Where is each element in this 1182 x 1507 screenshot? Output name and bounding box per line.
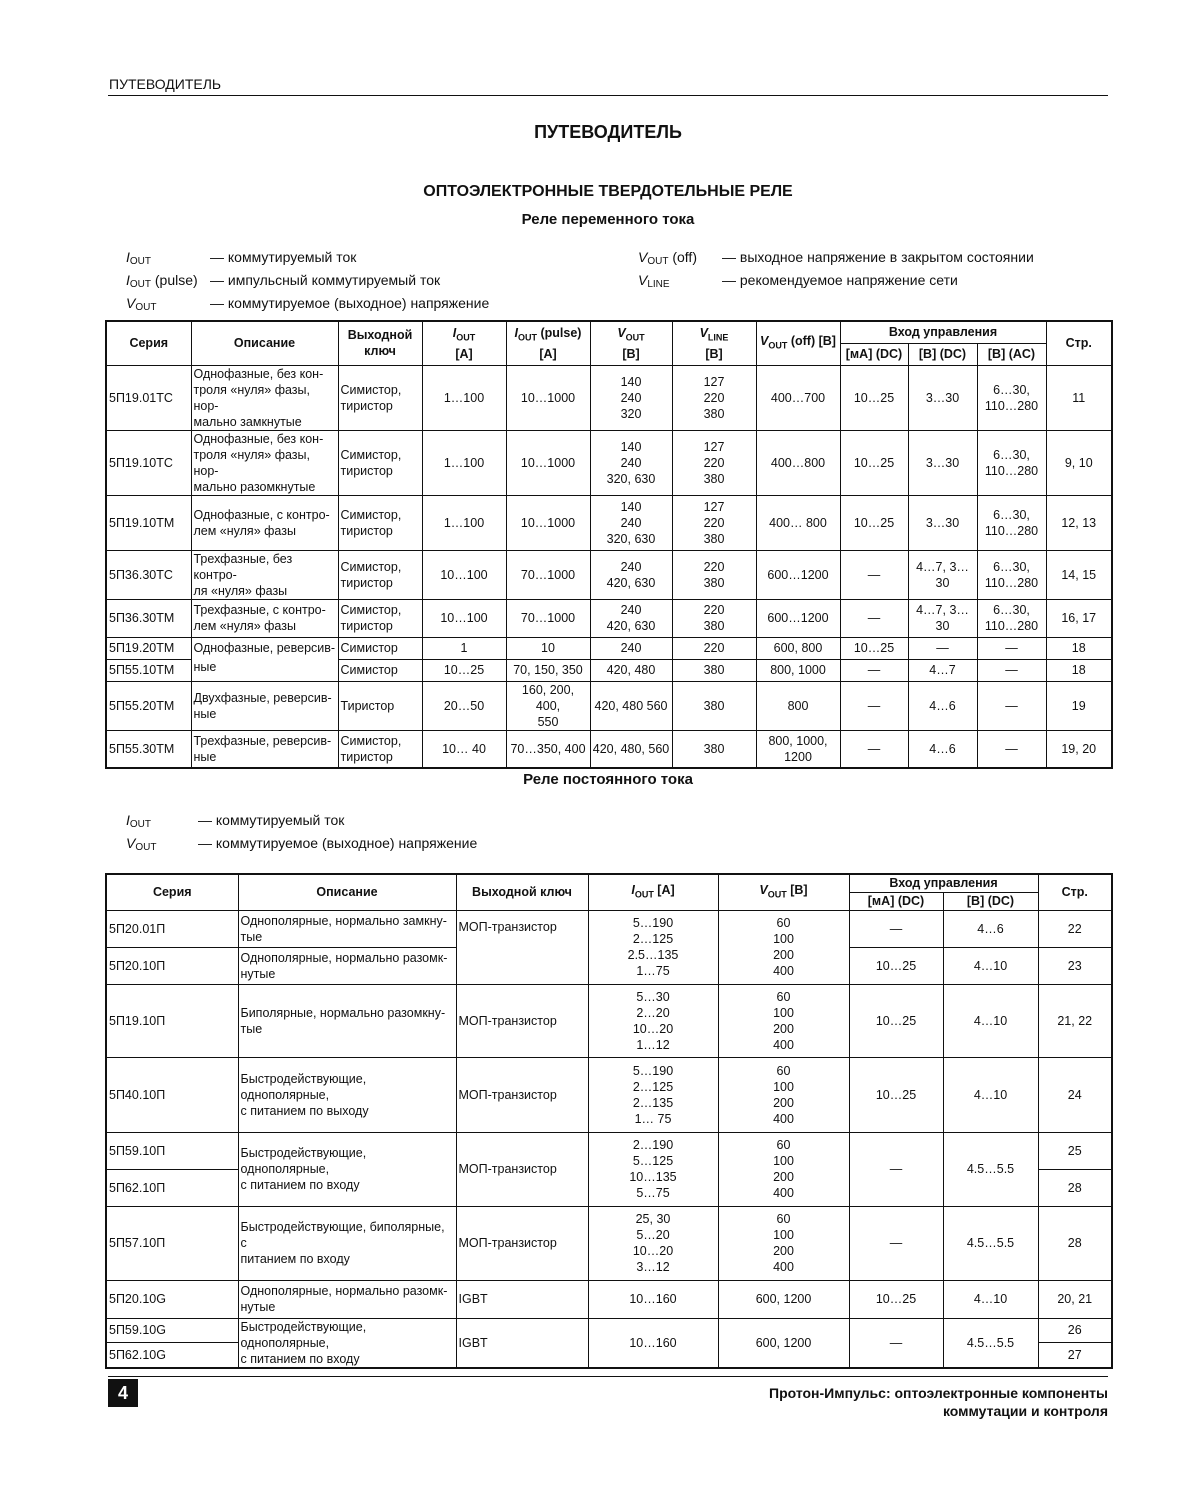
col-description: Описание [191, 321, 338, 365]
cell-description: Однополярные, нормально разомк- нутые [238, 947, 456, 984]
dc-relay-table [105, 873, 1113, 1369]
cell-vdc: 4…7, 3…30 [908, 599, 977, 637]
cell-ma: — [840, 681, 908, 730]
cell-ma: — [840, 550, 908, 599]
cell-page: 18 [1046, 659, 1112, 681]
ac-legend-left [126, 248, 489, 317]
cell-series: 5П19.01ТС [106, 365, 191, 430]
cell-ma: 10…25 [849, 1280, 943, 1318]
cell-series: 5П20.01П [106, 910, 238, 947]
cell-vline: 220 380 [672, 599, 756, 637]
cell-page: 19 [1046, 681, 1112, 730]
cell-description: Двухфазные, реверсив- ные [191, 681, 338, 730]
cell-vout: 420, 480, 560 [590, 730, 672, 768]
footer-rule [108, 1376, 1108, 1377]
cell-page: 28 [1038, 1169, 1112, 1206]
table-row [106, 1206, 1112, 1280]
cell-ma: — [849, 1318, 943, 1368]
cell-iout: 10…100 [422, 550, 506, 599]
cell-iout: 1…100 [422, 365, 506, 430]
cell-page: 11 [1046, 365, 1112, 430]
cell-key: Симистор, тиристор [338, 495, 422, 550]
running-header: ПУТЕВОДИТЕЛЬ [109, 76, 222, 92]
cell-vout: 420, 480 [590, 659, 672, 681]
cell-voff: 400… 800 [756, 495, 840, 550]
cell-vdc: 3…30 [908, 495, 977, 550]
cell-key: Симистор, тиристор [338, 430, 422, 495]
cell-iout: 1 [422, 637, 506, 659]
cell-page: 14, 15 [1046, 550, 1112, 599]
cell-vline: 220 380 [672, 550, 756, 599]
cell-page: 23 [1038, 947, 1112, 984]
cell-ma: — [849, 1132, 943, 1206]
cell-vdc: 4…10 [943, 1057, 1038, 1132]
legend-item: $I_{OUT}$ (pulse) — импульсный коммутируемый ток [126, 272, 441, 290]
cell-vout: 140 240 320, 630 [590, 430, 672, 495]
cell-vdc: — [908, 637, 977, 659]
cell-vout: 60 100 200 400 [718, 1132, 849, 1206]
table-row [106, 984, 1112, 1057]
table-row [106, 365, 1112, 430]
cell-page: 28 [1038, 1206, 1112, 1280]
cell-vout: 60 100 200 400 [718, 1206, 849, 1280]
legend-item: $V_{OUT}$ (off) — выходное напряжение в закрытом состоянии [638, 249, 1034, 267]
cell-ipulse: 70…1000 [506, 550, 590, 599]
cell-ipulse: 70…1000 [506, 599, 590, 637]
table-row [106, 1132, 1112, 1169]
cell-vdc: 4.5…5.5 [943, 1318, 1038, 1368]
cell-ipulse: 10…1000 [506, 365, 590, 430]
cell-description: Однофазные, без кон- троля «нуля» фазы, нор- мально разомкнутые [191, 430, 338, 495]
cell-key: Симистор, тиристор [338, 550, 422, 599]
cell-vac: 6…30, 110…280 [977, 599, 1046, 637]
cell-key: МОП-транзистор [456, 1132, 588, 1206]
col-output-key: Выходной ключ [456, 874, 588, 910]
cell-iout: 20…50 [422, 681, 506, 730]
cell-series: 5П55.20ТМ [106, 681, 191, 730]
cell-vdc: 4.5…5.5 [943, 1132, 1038, 1206]
cell-ma: 10…25 [840, 365, 908, 430]
col-ctrl-ma: [мА] (DC) [849, 892, 943, 910]
table-row [106, 659, 1112, 681]
legend-item: $V_{OUT}$ — коммутируемое (выходное) напряжение [126, 295, 490, 313]
cell-key: Симистор [338, 637, 422, 659]
ac-legend-right [638, 248, 1034, 294]
cell-page: 27 [1038, 1343, 1112, 1368]
col-ctrl-vac: [В] (AC) [977, 343, 1046, 365]
cell-series: 5П19.10ТМ [106, 495, 191, 550]
cell-series: 5П20.10П [106, 947, 238, 984]
cell-voff: 600…1200 [756, 550, 840, 599]
cell-iout: 10…100 [422, 599, 506, 637]
cell-series: 5П20.10G [106, 1280, 238, 1318]
cell-page: 18 [1046, 637, 1112, 659]
cell-key [456, 947, 588, 984]
cell-vout: 140 240 320 [590, 365, 672, 430]
cell-voff: 800 [756, 681, 840, 730]
cell-series: 5П59.10П [106, 1132, 238, 1169]
col-voff: $V_{OUT}$ (off) [В] [756, 321, 840, 365]
cell-vac: 6…30, 110…280 [977, 365, 1046, 430]
col-ctrl-ma: [мА] (DC) [840, 343, 908, 365]
cell-description: Однополярные, нормально замкну- тые [238, 910, 456, 947]
cell-iout: 10…160 [588, 1280, 718, 1318]
cell-page: 26 [1038, 1318, 1112, 1343]
cell-ma: — [840, 599, 908, 637]
cell-ma: 10…25 [849, 1057, 943, 1132]
cell-vout: 240 420, 630 [590, 599, 672, 637]
cell-page: 24 [1038, 1057, 1112, 1132]
cell-description: Однополярные, нормально разомк- нутые [238, 1280, 456, 1318]
cell-vdc: 3…30 [908, 430, 977, 495]
cell-ipulse: 10…1000 [506, 430, 590, 495]
cell-description: Быстродействующие, однополярные, с питанием по входу [238, 1132, 456, 1206]
cell-page: 20, 21 [1038, 1280, 1112, 1318]
cell-description: Быстродействующие, однополярные, с питанием по входу [238, 1318, 456, 1368]
cell-series: 5П40.10П [106, 1057, 238, 1132]
cell-key: МОП-транзистор [456, 910, 588, 947]
cell-vline: 127 220 380 [672, 495, 756, 550]
page-number: 4 [108, 1379, 138, 1407]
cell-voff: 600…1200 [756, 599, 840, 637]
cell-iout: 10… 40 [422, 730, 506, 768]
cell-vac: 6…30, 110…280 [977, 550, 1046, 599]
cell-series: 5П62.10П [106, 1169, 238, 1206]
table-row [106, 495, 1112, 550]
cell-vout: 600, 1200 [718, 1318, 849, 1368]
cell-ipulse: 70, 150, 350 [506, 659, 590, 681]
cell-vout: 600, 1200 [718, 1280, 849, 1318]
cell-series: 5П36.30ТМ [106, 599, 191, 637]
cell-description: Трехфазные, реверсив- ные [191, 730, 338, 768]
cell-vdc: 4…6 [908, 730, 977, 768]
cell-vac: — [977, 659, 1046, 681]
cell-vline: 380 [672, 659, 756, 681]
col-vout: $V_{OUT}$ [В] [590, 321, 672, 365]
cell-page: 19, 20 [1046, 730, 1112, 768]
cell-vdc: 3…30 [908, 365, 977, 430]
cell-ma: 10…25 [840, 637, 908, 659]
cell-vdc: 4…7, 3…30 [908, 550, 977, 599]
cell-vdc: 4…10 [943, 947, 1038, 984]
cell-vac: 6…30, 110…280 [977, 430, 1046, 495]
cell-description: Однофазные, без кон- троля «нуля» фазы, нор- мально замкнутые [191, 365, 338, 430]
cell-iout: 10…160 [588, 1318, 718, 1368]
cell-ipulse: 160, 200, 400, 550 [506, 681, 590, 730]
col-iout: $I_{OUT}$ [A] [422, 321, 506, 365]
col-page: Стр. [1046, 321, 1112, 365]
cell-ipulse: 70…350, 400 [506, 730, 590, 768]
dc-subtitle: Реле постоянного тока [523, 771, 693, 788]
col-ctrl-vdc: [В] (DC) [943, 892, 1038, 910]
legend-item: $I_{OUT}$ — коммутируемый ток [126, 249, 357, 267]
cell-vdc: 4…10 [943, 984, 1038, 1057]
col-series: Серия [106, 321, 191, 365]
cell-vdc: 4…10 [943, 1280, 1038, 1318]
ac-relay-table [105, 320, 1113, 769]
table-row [106, 1057, 1112, 1132]
cell-vline: 220 [672, 637, 756, 659]
cell-vout: 60 100 200 400 [718, 984, 849, 1057]
page-title: ПУТЕВОДИТЕЛЬ [534, 122, 682, 142]
cell-ma: 10…25 [849, 984, 943, 1057]
table-row [106, 599, 1112, 637]
cell-vout: 420, 480 560 [590, 681, 672, 730]
cell-vac: — [977, 637, 1046, 659]
cell-page: 16, 17 [1046, 599, 1112, 637]
cell-key: IGBT [456, 1318, 588, 1368]
cell-ma: 10…25 [840, 430, 908, 495]
cell-description: Однофазные, с контро- лем «нуля» фазы [191, 495, 338, 550]
cell-page: 22 [1038, 910, 1112, 947]
cell-page: 12, 13 [1046, 495, 1112, 550]
cell-series: 5П19.20ТМ [106, 637, 191, 659]
col-output-key: Выходной ключ [338, 321, 422, 365]
cell-vout: 140 240 320, 630 [590, 495, 672, 550]
cell-vline: 127 220 380 [672, 430, 756, 495]
col-series: Серия [106, 874, 238, 910]
cell-description: Трехфазные, с контро- лем «нуля» фазы [191, 599, 338, 637]
cell-key: Симистор [338, 659, 422, 681]
col-control-group: Вход управления [840, 321, 1046, 343]
cell-description: ные [191, 659, 338, 681]
table-row [106, 910, 1112, 947]
cell-voff: 400…800 [756, 430, 840, 495]
cell-ma: — [840, 659, 908, 681]
table-row [106, 430, 1112, 495]
cell-ma: 10…25 [840, 495, 908, 550]
col-ctrl-vdc: [В] (DC) [908, 343, 977, 365]
header-rule [108, 95, 1108, 96]
cell-vac: — [977, 681, 1046, 730]
col-ipulse: $I_{OUT}$ (pulse) [A] [506, 321, 590, 365]
cell-vac: — [977, 730, 1046, 768]
col-iout: $I_{OUT}$ [A] [588, 874, 718, 910]
cell-ma: — [849, 910, 943, 947]
col-vline: $V_{LINE}$ [В] [672, 321, 756, 365]
cell-voff: 800, 1000, 1200 [756, 730, 840, 768]
cell-iout: 5…30 2…20 10…20 1…12 [588, 984, 718, 1057]
cell-ma: — [849, 1206, 943, 1280]
cell-description: Быстродействующие, биполярные, с питанием по входу [238, 1206, 456, 1280]
col-control-group: Вход управления [849, 874, 1038, 892]
cell-vdc: 4.5…5.5 [943, 1206, 1038, 1280]
table-row [106, 1318, 1112, 1343]
cell-series: 5П36.30ТС [106, 550, 191, 599]
cell-vdc: 4…6 [943, 910, 1038, 947]
cell-iout: 1…100 [422, 430, 506, 495]
cell-series: 5П55.30ТМ [106, 730, 191, 768]
cell-iout: 10…25 [422, 659, 506, 681]
cell-key: Тиристор [338, 681, 422, 730]
table-row [106, 550, 1112, 599]
table-row [106, 730, 1112, 768]
cell-key: Симистор, тиристор [338, 599, 422, 637]
cell-ma: — [840, 730, 908, 768]
legend-item: $V_{LINE}$ — рекомендуемое напряжение сети [638, 272, 958, 290]
cell-voff: 600, 800 [756, 637, 840, 659]
cell-ipulse: 10…1000 [506, 495, 590, 550]
cell-series: 5П59.10G [106, 1318, 238, 1343]
col-vout: $V_{OUT}$ [В] [718, 874, 849, 910]
cell-vline: 127 220 380 [672, 365, 756, 430]
table-row [106, 681, 1112, 730]
cell-voff: 800, 1000 [756, 659, 840, 681]
table-row [106, 1280, 1112, 1318]
col-description: Описание [238, 874, 456, 910]
cell-vout: 240 420, 630 [590, 550, 672, 599]
cell-page: 21, 22 [1038, 984, 1112, 1057]
cell-iout: 1…100 [422, 495, 506, 550]
legend-item: $I_{OUT}$ — коммутируемый ток [126, 812, 345, 830]
cell-vline: 380 [672, 681, 756, 730]
cell-page: 25 [1038, 1132, 1112, 1169]
cell-series: 5П55.10ТМ [106, 659, 191, 681]
cell-vdc: 4…7 [908, 659, 977, 681]
cell-key: МОП-транзистор [456, 1206, 588, 1280]
cell-key: Симистор, тиристор [338, 730, 422, 768]
cell-series: 5П57.10П [106, 1206, 238, 1280]
cell-description: Биполярные, нормально разомкну- тые [238, 984, 456, 1057]
footer-title: Протон-Импульс: оптоэлектронные компоненты коммутации и контроля [769, 1385, 1108, 1419]
cell-ipulse: 10 [506, 637, 590, 659]
cell-vac: 6…30, 110…280 [977, 495, 1046, 550]
cell-iout: 25, 30 5…20 10…20 3…12 [588, 1206, 718, 1280]
cell-iout: 5…190 2…125 2.5…135 1…75 [588, 910, 718, 984]
cell-key: Симистор, тиристор [338, 365, 422, 430]
cell-series: 5П19.10П [106, 984, 238, 1057]
cell-vout: 60 100 200 400 [718, 1057, 849, 1132]
cell-iout: 5…190 2…125 2…135 1… 75 [588, 1057, 718, 1132]
cell-description: Однофазные, реверсив- [191, 637, 338, 659]
cell-key: МОП-транзистор [456, 984, 588, 1057]
cell-voff: 400…700 [756, 365, 840, 430]
cell-series: 5П62.10G [106, 1343, 238, 1368]
table-row [106, 637, 1112, 659]
cell-vline: 380 [672, 730, 756, 768]
cell-page: 9, 10 [1046, 430, 1112, 495]
cell-vout: 60 100 200 400 [718, 910, 849, 984]
cell-vdc: 4…6 [908, 681, 977, 730]
cell-iout: 2…190 5…125 10…135 5…75 [588, 1132, 718, 1206]
cell-key: IGBT [456, 1280, 588, 1318]
dc-legend [126, 811, 477, 857]
col-page: Стр. [1038, 874, 1112, 910]
cell-vout: 240 [590, 637, 672, 659]
cell-description: Быстродействующие, однополярные, с питанием по выходу [238, 1057, 456, 1132]
cell-description: Трехфазные, без контро- ля «нуля» фазы [191, 550, 338, 599]
cell-ma: 10…25 [849, 947, 943, 984]
legend-item: $V_{OUT}$ — коммутируемое (выходное) напряжение [126, 835, 478, 853]
ac-subtitle: Реле переменного тока [521, 211, 695, 228]
cell-key: МОП-транзистор [456, 1057, 588, 1132]
cell-series: 5П19.10ТС [106, 430, 191, 495]
section-title: ОПТОЭЛЕКТРОННЫЕ ТВЕРДОТЕЛЬНЫЕ РЕЛЕ [423, 183, 793, 200]
